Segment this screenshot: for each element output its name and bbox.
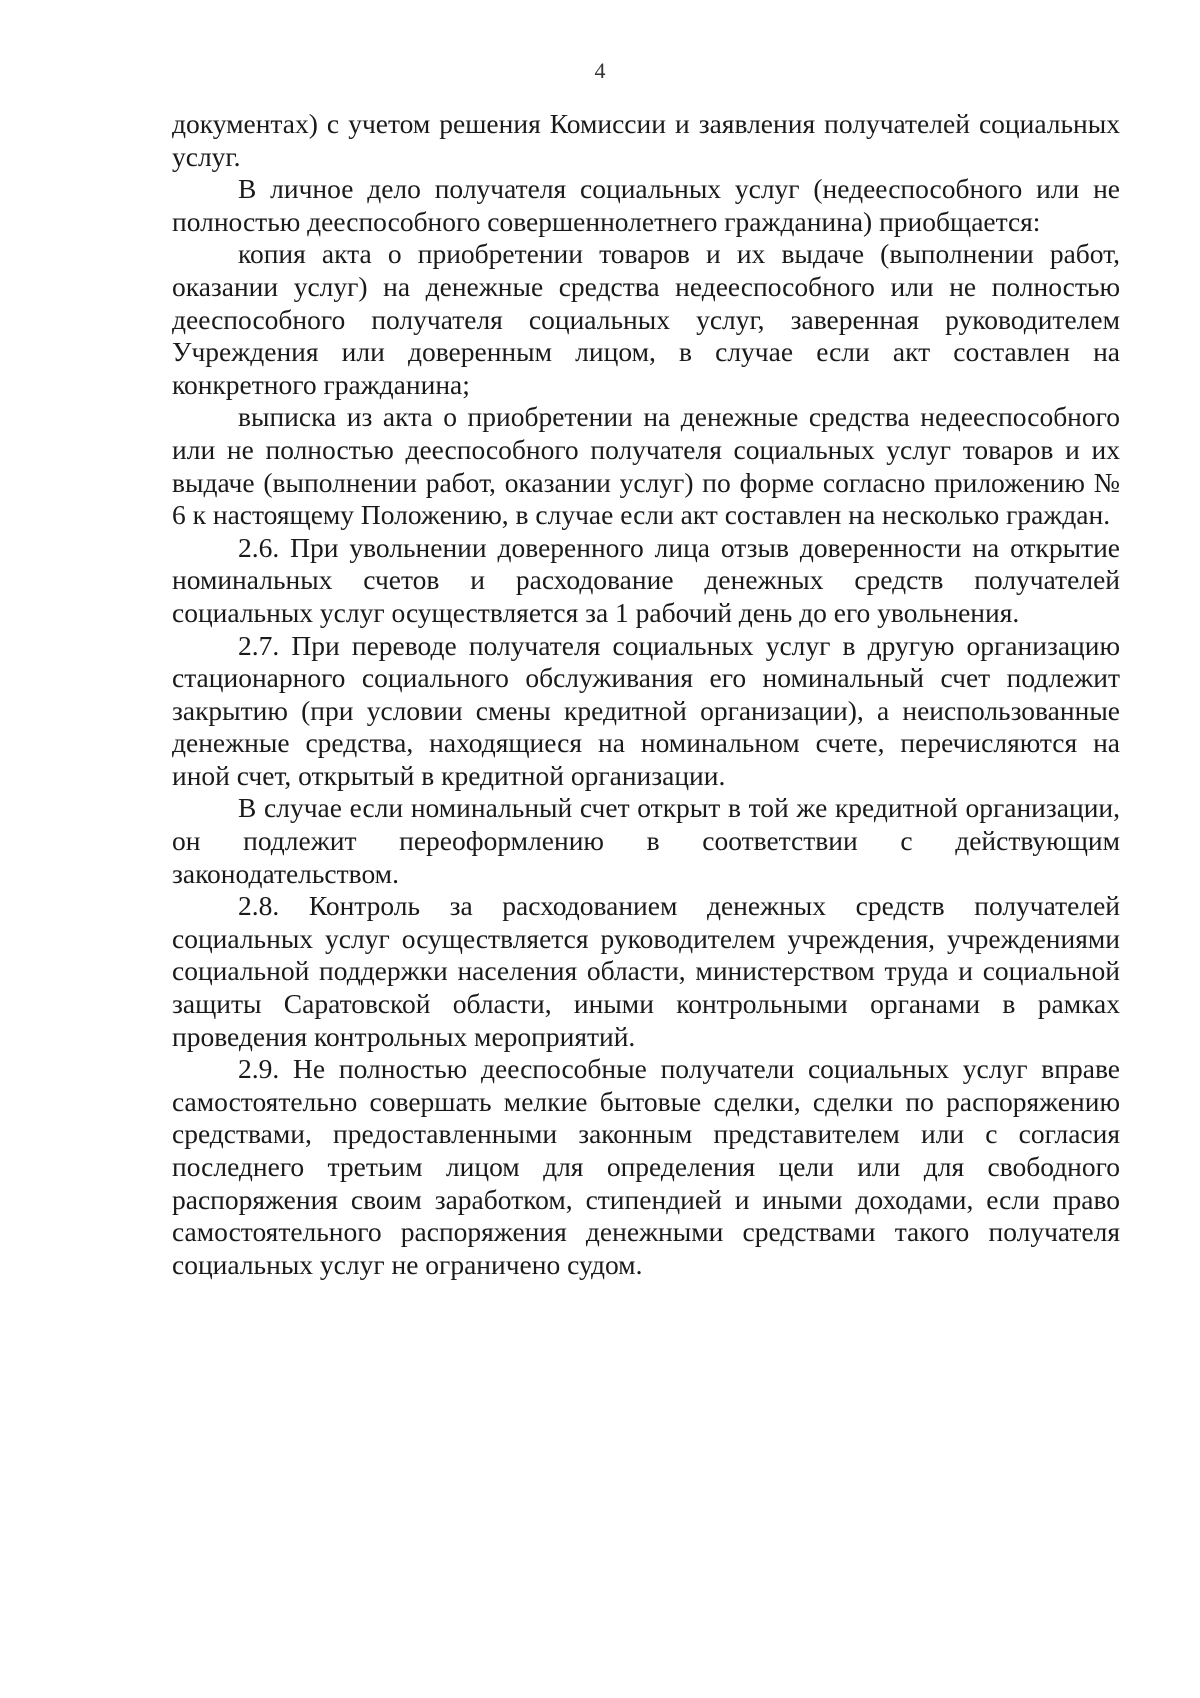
paragraph-personal-file: В личное дело получателя социальных услуг (недееспособного или не полностью дееспособного совершеннолетнего гражданина) приобщается: <box>172 173 1120 237</box>
document-body <box>172 108 1120 1281</box>
paragraph-act-copy: копия акта о приобретении товаров и их выдаче (выполнении работ, оказании услуг) на денежные средства недееспособного или не полностью дееспособного получателя социальных услуг, заверенная руководителем Учреждения или доверенным лицом, в случае если акт составлен на конкретного гражданина; <box>172 238 1120 400</box>
paragraph-continuation: документах) с учетом решения Комиссии и заявления получателей социальных услуг. <box>172 108 1120 172</box>
page-number: 4 <box>594 58 606 83</box>
paragraph-2-8: 2.8. Контроль за расходованием денежных средств получателей социальных услуг осуществляется руководителем учреждения, учреждениями социальной поддержки населения области, министерством труда и социальной защиты Саратовской области, иными контрольными органами в рамках проведения контрольных мероприятий. <box>172 890 1120 1052</box>
paragraph-same-bank: В случае если номинальный счет открыт в той же кредитной организации, он подлежит переоформлению в соответствии с действующим законодательством. <box>172 792 1120 889</box>
paragraph-act-extract: выписка из акта о приобретении на денежные средства недееспособного или не полностью дееспособного получателя социальных услуг товаров и их выдаче (выполнении работ, оказании услуг) по форме согласно приложению № 6 к настоящему Положению, в случае если акт составлен на несколько граждан. <box>172 401 1120 531</box>
paragraph-2-9: 2.9. Не полностью дееспособные получатели социальных услуг вправе самостоятельно совершать мелкие бытовые сделки, сделки по распоряжению средствами, предоставленными законным представителем или с согласия последнего третьим лицом для определения цели или для свободного распоряжения своим заработком, стипендией и иными доходами, если право самостоятельного распоряжения денежными средствами такого получателя социальных услуг не ограничено судом. <box>172 1053 1120 1280</box>
paragraph-2-6: 2.6. При увольнении доверенного лица отзыв доверенности на открытие номинальных счетов и расходование денежных средств получателей социальных услуг осуществляется за 1 рабочий день до его увольнения. <box>172 531 1120 628</box>
paragraph-2-7: 2.7. При переводе получателя социальных услуг в другую организацию стационарного социального обслуживания его номинальный счет подлежит закрытию (при условии смены кредитной организации), а неиспользованные денежные средства, находящиеся на номинальном счете, перечисляются на иной счет, открытый в кредитной организации. <box>172 629 1120 791</box>
